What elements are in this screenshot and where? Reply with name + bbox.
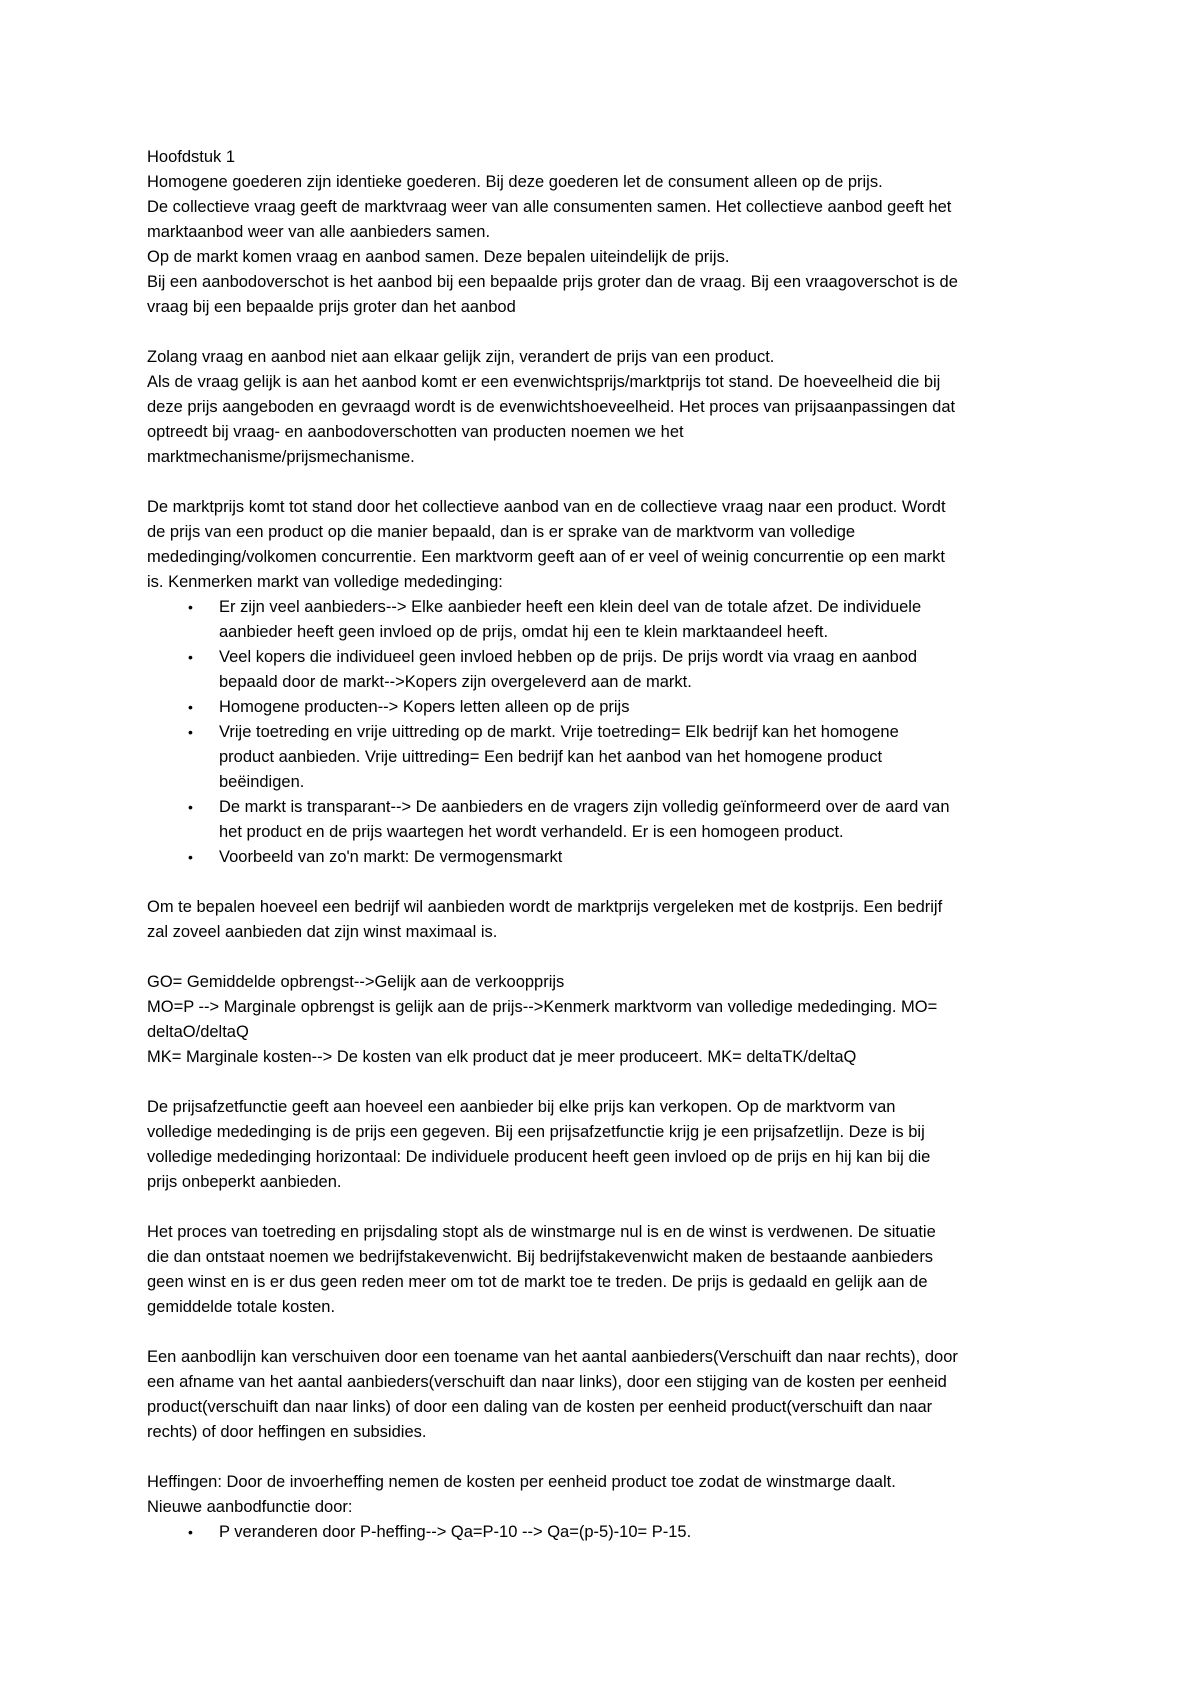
document-page bbox=[147, 145, 1062, 1545]
paragraph-gap bbox=[147, 1320, 1062, 1345]
paragraph-gap bbox=[147, 870, 1062, 895]
paragraph-definitions: GO= Gemiddelde opbrengst-->Gelijk aan de verkoopprijs MO=P --> Marginale opbrengst is gelijk aan de prijs-->Kenmerk marktvorm van volledige mededinging. MO= deltaO/deltaQ MK= Marginale kosten--> De kosten van elk product dat je meer produceert. MK= deltaTK/deltaQ bbox=[147, 973, 938, 1066]
bullet-icon: • bbox=[188, 649, 193, 665]
bullet-icon: • bbox=[188, 849, 193, 865]
list-item-text: Veel kopers die individueel geen invloed hebben op de prijs. De prijs wordt via vraag en aanbod bepaald door de markt-->Kopers zijn overgeleverd aan de markt. bbox=[219, 648, 918, 691]
paragraph-gap bbox=[147, 470, 1062, 495]
list-item-text: De markt is transparant--> De aanbieders en de vragers zijn volledig geïnformeerd over de aard van het product en de prijs waartegen het wordt verhandeld. Er is een homogeen product. bbox=[219, 798, 950, 841]
paragraph-gap bbox=[147, 1445, 1062, 1470]
paragraph-supply-shift: Een aanbodlijn kan verschuiven door een toename van het aantal aanbieders(Verschuift dan naar rechts), door een afname van het aantal aanbieders(verschuift dan naar links), door een stijging van de kosten per eenheid product(verschuift dan naar links) of door een daling van de kosten per eenheid product(verschuift dan naar rechts) of door heffingen en subsidies. bbox=[147, 1348, 958, 1441]
paragraph-gap bbox=[147, 320, 1062, 345]
list-item bbox=[147, 695, 1062, 720]
list-item-text: Homogene producten--> Kopers letten alleen op de prijs bbox=[219, 698, 630, 716]
list-item-text: Vrije toetreding en vrije uittreding op de markt. Vrije toetreding= Elk bedrijf kan het homogene product aanbieden. Vrije uittreding= Een bedrijf kan het aanbod van het homogene product beëindigen. bbox=[219, 723, 899, 791]
list-item bbox=[147, 795, 1062, 845]
paragraph-cost-price: Om te bepalen hoeveel een bedrijf wil aanbieden wordt de marktprijs vergeleken met de kostprijs. Een bedrijf zal zoveel aanbieden dat zijn winst maximaal is. bbox=[147, 898, 943, 941]
bullet-icon: • bbox=[188, 1524, 193, 1540]
bullet-icon: • bbox=[188, 599, 193, 615]
bullet-list-characteristics bbox=[147, 595, 1062, 870]
paragraph-equilibrium: Zolang vraag en aanbod niet aan elkaar gelijk zijn, verandert de prijs van een product. Als de vraag gelijk is aan het aanbod komt er een evenwichtsprijs/marktprijs tot stand. De hoeveelheid die bij deze prijs aangeboden en gevraagd wordt is de evenwichtshoeveelheid. Het proces van prijsaanpassingen dat optreedt bij vraag- en aanbodoverschotten van producten noemen we het marktmechanisme/prijsmechanisme. bbox=[147, 348, 956, 466]
paragraph-levies: Heffingen: Door de invoerheffing nemen de kosten per eenheid product toe zodat de winstmarge daalt. Nieuwe aanbodfunctie door: bbox=[147, 1473, 896, 1516]
list-item-text: Er zijn veel aanbieders--> Elke aanbieder heeft een klein deel van de totale afzet. De individuele aanbieder heeft geen invloed op de prijs, omdat hij een te klein marktaandeel heeft. bbox=[219, 598, 922, 641]
list-item-text: P veranderen door P-heffing--> Qa=P-10 --> Qa=(p-5)-10= P-15. bbox=[219, 1523, 692, 1541]
list-item bbox=[147, 720, 1062, 795]
bullet-icon: • bbox=[188, 699, 193, 715]
bullet-icon: • bbox=[188, 724, 193, 740]
list-item bbox=[147, 595, 1062, 645]
list-item bbox=[147, 845, 1062, 870]
list-item-text: Voorbeeld van zo'n markt: De vermogensmarkt bbox=[219, 848, 563, 866]
paragraph-gap bbox=[147, 1195, 1062, 1220]
bullet-icon: • bbox=[188, 799, 193, 815]
paragraph-price-sales-function: De prijsafzetfunctie geeft aan hoeveel een aanbieder bij elke prijs kan verkopen. Op de marktvorm van volledige mededinging is de prijs een gegeven. Bij een prijsafzetfunctie krijg je een prijsafzetlijn. Deze is bij volledige mededinging horizontaal: De individuele producent heeft geen invloed op de prijs en hij kan bij die prijs onbeperkt aanbieden. bbox=[147, 1098, 931, 1191]
paragraph-supply-demand: Homogene goederen zijn identieke goederen. Bij deze goederen let de consument alleen op de prijs. De collectieve vraag geeft de marktvraag weer van alle consumenten samen. Het collectieve aanbod geeft het marktaanbod weer van alle aanbieders samen. Op de markt komen vraag en aanbod samen. Deze bepalen uiteindelijk de prijs. Bij een aanbodoverschot is het aanbod bij een bepaalde prijs groter dan de vraag. Bij een vraagoverschot is de vraag bij een bepaalde prijs groter dan het aanbod bbox=[147, 173, 958, 316]
list-item bbox=[147, 1520, 1062, 1545]
chapter-heading: Hoofdstuk 1 bbox=[147, 148, 236, 166]
paragraph-industry-equilibrium: Het proces van toetreding en prijsdaling stopt als de winstmarge nul is en de winst is verdwenen. De situatie die dan ontstaat noemen we bedrijfstakevenwicht. Bij bedrijfstakevenwicht maken de bestaande aanbieders geen winst en is er dus geen reden meer om tot de markt toe te treden. De prijs is gedaald en gelijk aan de gemiddelde totale kosten. bbox=[147, 1223, 936, 1316]
list-item bbox=[147, 645, 1062, 695]
paragraph-gap bbox=[147, 945, 1062, 970]
paragraph-market-price: De marktprijs komt tot stand door het collectieve aanbod van en de collectieve vraag naar een product. Wordt de prijs van een product op die manier bepaald, dan is er sprake van de marktvorm van volledige mededinging/volkomen concurrentie. Een marktvorm geeft aan of er veel of weinig concurrentie op een markt is. Kenmerken markt van volledige mededinging: bbox=[147, 498, 946, 591]
paragraph-gap bbox=[147, 1070, 1062, 1095]
bullet-list-levies bbox=[147, 1520, 1062, 1545]
